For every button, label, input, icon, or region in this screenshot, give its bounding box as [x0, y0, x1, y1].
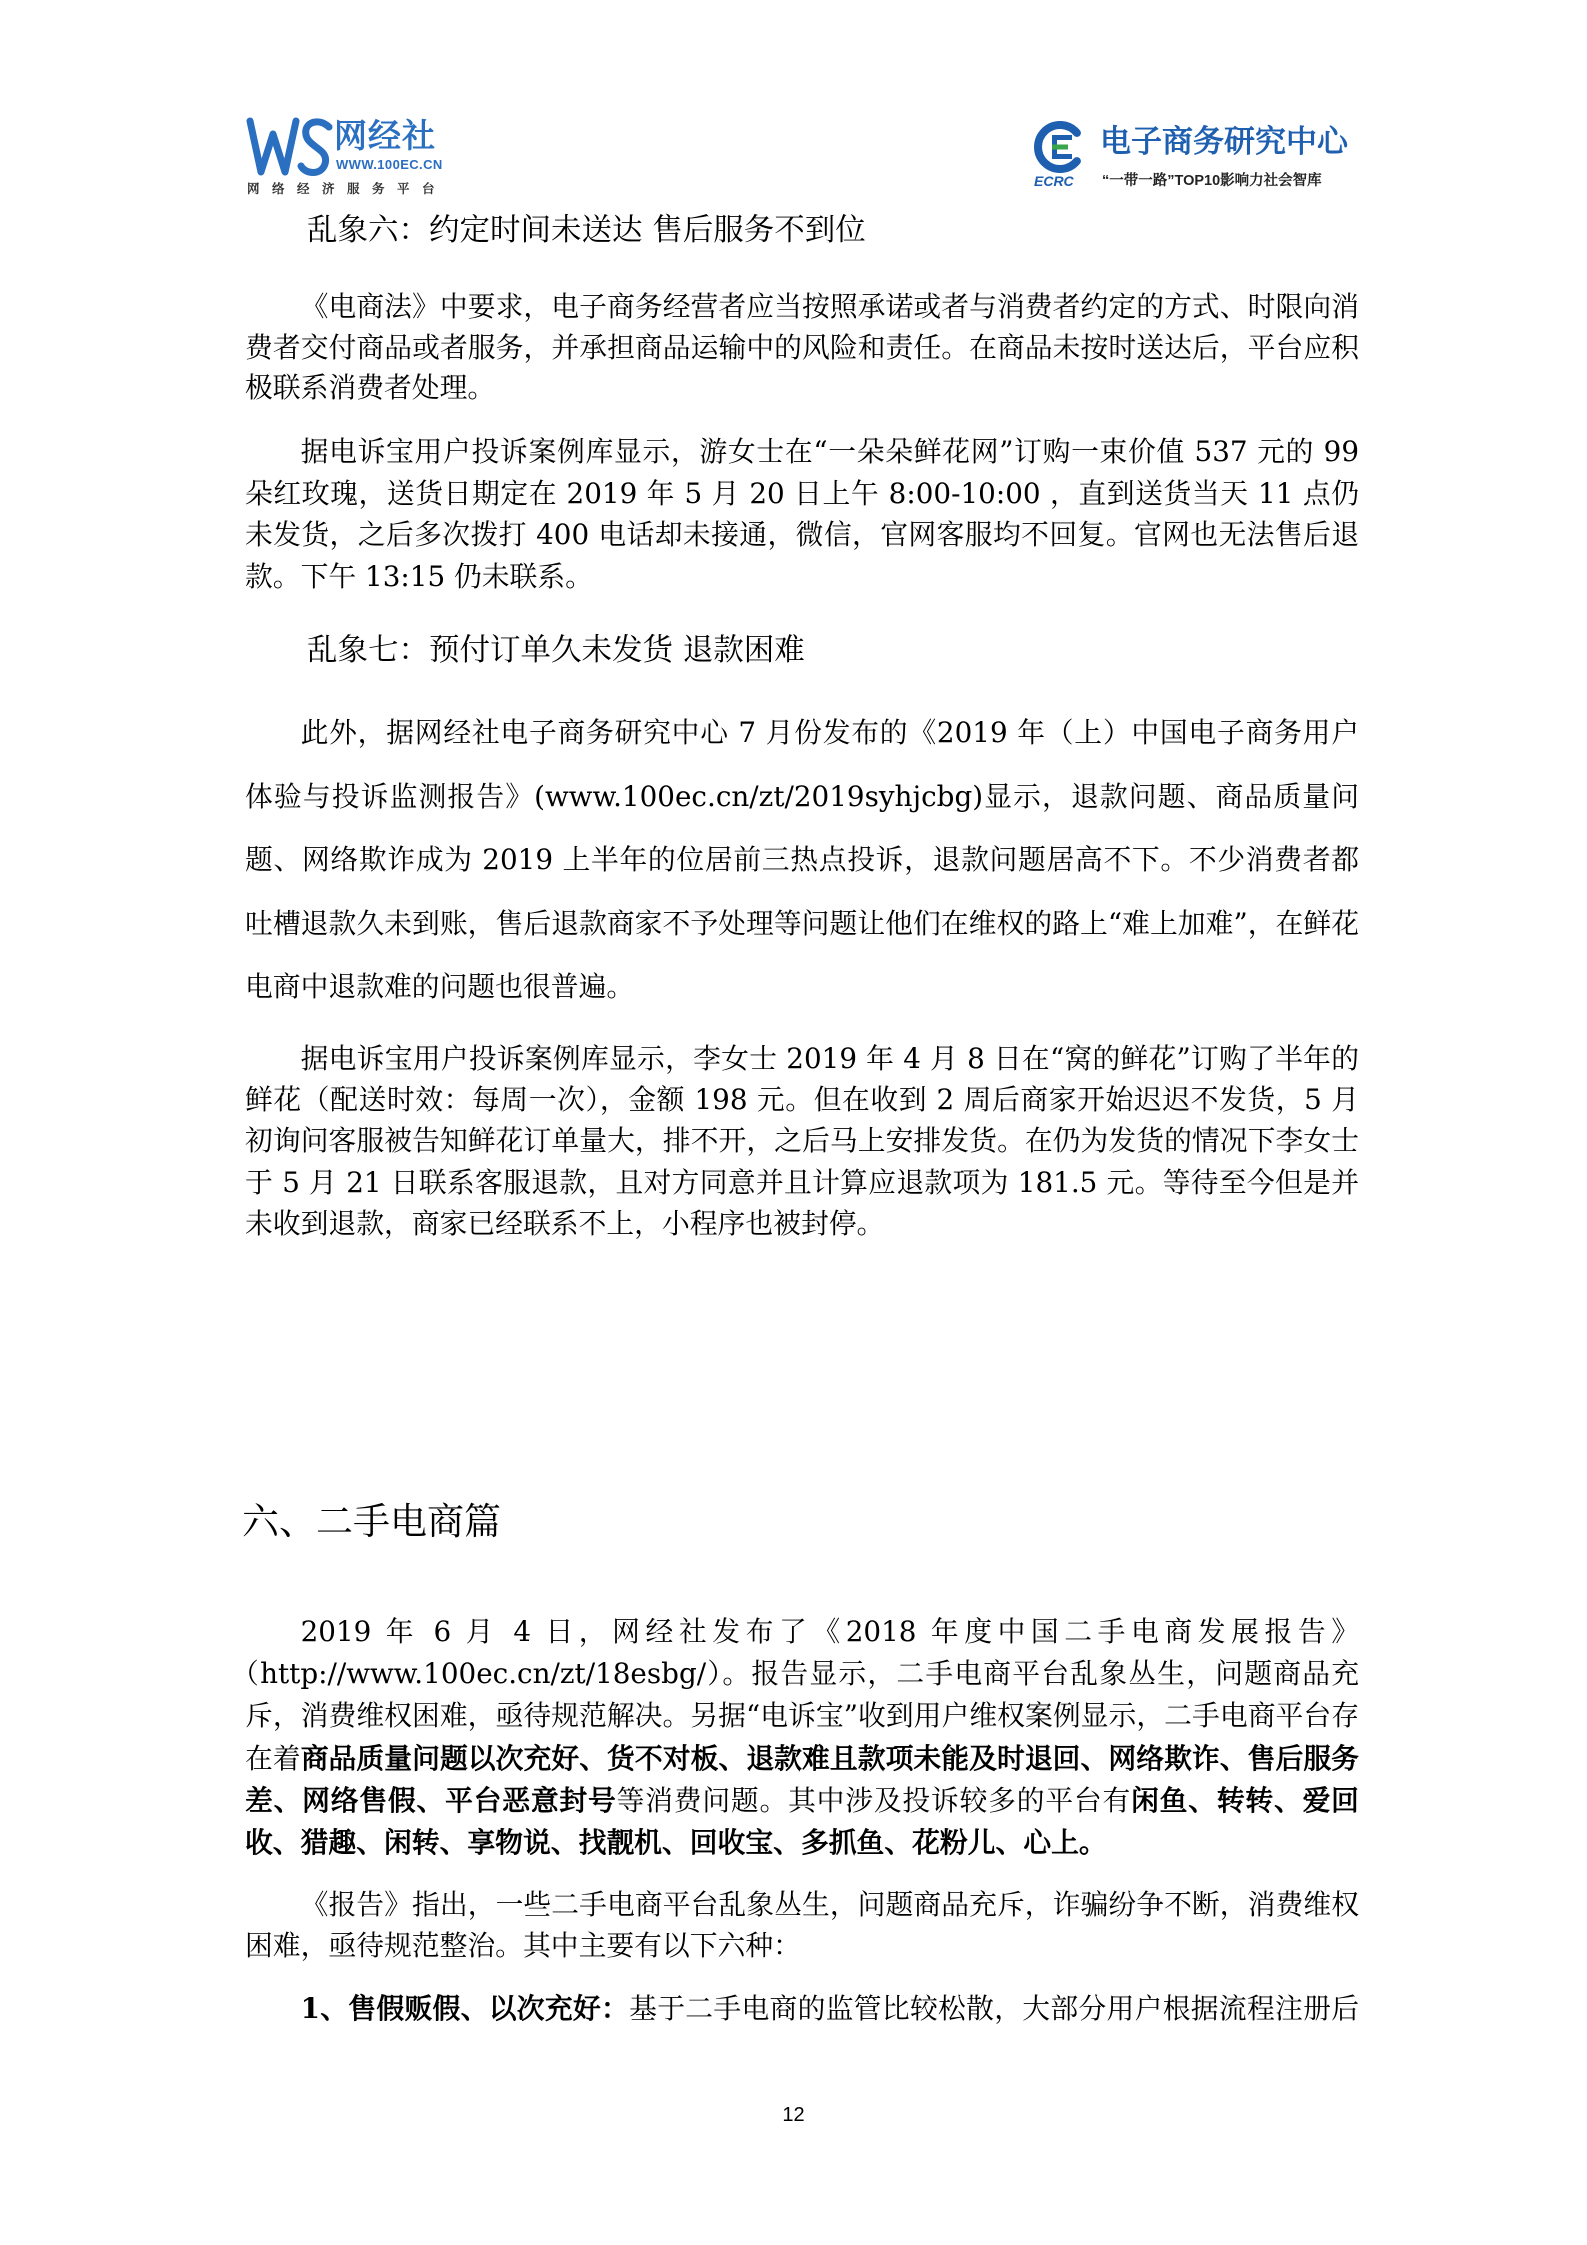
wangjingshe-logo-tagline: 网络经济服务平台: [247, 182, 448, 196]
ecrc-logo-tagline: “一带一路”TOP10影响力社会智库: [1102, 173, 1322, 189]
ecrc-logo-abbr: ECRC: [1034, 173, 1074, 189]
intro-emphasis-platforms: 闲鱼、转转、爱回收、猎趣、闲转、享物说、找靓机、回收宝、多抓鱼、花粉儿、心上。: [245, 1783, 1359, 1860]
intro-text-1: 。报告显示，二手电商平台乱象丛生，问题商品充斥，消费维权困难，亟待规范解决。另据“电诉宝”收到用户维权案例显示，二手电商平台存在着: [245, 1657, 1359, 1775]
issue-7-paragraph-2: 据电诉宝用户投诉案例库显示，李女士 2019 年 4 月 8 日在“窝的鲜花”订购了半年的鲜花（配送时效：每周一次），金额 198 元。但在收到 2 周后商家开始迟迟不发货，5 月初询问客服被告知鲜花订单量大，排不开，之后马上安排发货。在仍为发货的情况下李女士于 5 月 21 日联系客服退款，且对方同意并且计算应退款项为 181.5 元。等待至今但是并未收到退款，商家已经联系不上，小程序也被封停。: [245, 1042, 1359, 1240]
wangjingshe-logo-url: WWW.100EC.CN: [336, 157, 443, 172]
issue-6-heading: 乱象六：约定时间未送达 售后服务不到位: [307, 213, 866, 248]
issue-6-paragraph-2: 据电诉宝用户投诉案例库显示，游女士在“一朵朵鲜花网”订购一束价值 537 元的 99 朵红玫瑰，送货日期定在 2019 年 5 月 20 日上午 8:00-10:00 ，直到送货当天 11 点仍未发货，之后多次拨打 400 电话却未接通，微信，官网客服均不回复。官网也无法售后退款。下午 13:15 仍未联系。: [245, 435, 1359, 593]
item-1-text: 基于二手电商的监管比较松散，大部分用户根据流程注册后: [629, 1992, 1359, 2025]
issue-6-paragraph-1: 《电商法》中要求，电子商务经营者应当按照承诺或者与消费者约定的方式、时限向消费者交付商品或者服务，并承担商品运输中的风险和责任。在商品未按时送达后，平台应积极联系消费者处理。: [245, 290, 1359, 404]
ecrc-logo-name: 电子商务研究中心: [1100, 124, 1348, 159]
intro-text-2: 等消费问题。其中涉及投诉较多的平台有: [616, 1783, 1132, 1817]
issue-7-heading: 乱象七：预付订单久未发货 退款困难: [307, 633, 805, 668]
section-6-item-1-paragraph: [245, 1989, 1359, 2030]
issue-7-paragraph-1: 此外，据网经社电子商务研究中心 7 月份发布的《2019 年（上）中国电子商务用户体验与投诉监测报告》(www.100ec.cn/zt/2019syhjcbg)显示，退款问题、商品质量问题、网络欺诈成为 2019 上半年的位居前三热点投诉，退款问题居高不下。不少消费者都吐槽退款久未到账，售后退款商家不予处理等问题让他们在维权的路上“难上加难”，在鲜花电商中退款难的问题也很普遍。: [245, 716, 1359, 1003]
wangjingshe-logo-name: 网经社: [334, 117, 436, 154]
section-6-intro-paragraph: [245, 1611, 1359, 1864]
page-number: 12: [782, 2104, 805, 2126]
section-6-summary-paragraph: 《报告》指出，一些二手电商平台乱象丛生，问题商品充斥，诈骗纷争不断，消费维权困难，亟待规范整治。其中主要有以下六种：: [245, 1888, 1359, 1962]
page-header: [0, 0, 1587, 205]
intro-lead-text: 2019 年 6 月 4 日，网经社发布了《2018 年度中国二手电商发展报告》: [300, 1615, 1359, 1648]
intro-emphasis-problems: 商品质量问题以次充好、货不对板、退款难且款项未能及时退回、网络欺诈、售后服务差、网络售假、平台恶意封号: [245, 1741, 1359, 1817]
report-link-text: （http://www.100ec.cn/zt/18esbg/）: [245, 1657, 723, 1691]
ecrc-logo-mark-icon: [1030, 120, 1098, 174]
section-6-heading: 六、二手电商篇: [242, 1500, 501, 1543]
item-1-label: 1、售假贩假、以次充好：: [300, 1992, 630, 2025]
ws-logo-mark-icon: [245, 112, 333, 182]
